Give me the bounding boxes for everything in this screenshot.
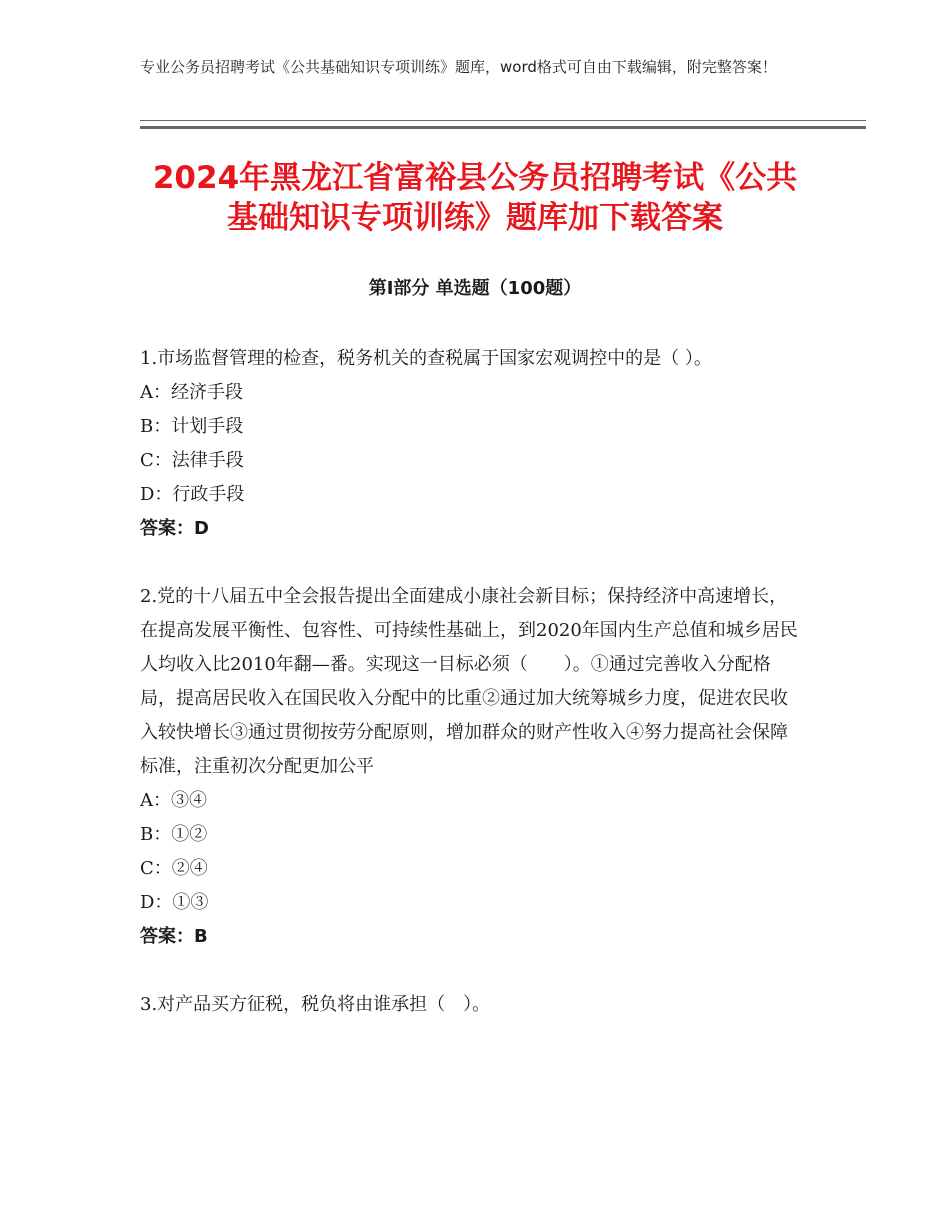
option-d: D：行政手段 <box>140 484 245 505</box>
option-a: A：③④ <box>140 790 207 811</box>
answer: 答案：D <box>140 518 209 539</box>
option-b: B：计划手段 <box>140 416 244 437</box>
question-list <box>140 342 802 1056</box>
question-3 <box>140 988 802 1022</box>
option-a: A：经济手段 <box>140 382 243 403</box>
option-b: B：①② <box>140 824 208 845</box>
question-stem: 3.对产品买方征税，税负将由谁承担（ ）。 <box>140 994 491 1015</box>
option-c: C：②④ <box>140 858 208 879</box>
page-title: 2024年黑龙江省富裕县公务员招聘考试《公共基础知识专项训练》题库加下载答案 <box>152 160 798 236</box>
question-stem: 2.党的十八届五中全会报告提出全面建成小康社会新目标；保持经济中高速增长，在提高发展平衡性、包容性、可持续性基础上，到2020年国内生产总值和城乡居民人均收入比2010年翻—番。实现这一目标必须（ ）。①通过完善收入分配格局，提高居民收入在国民收入分配中的比重②通过加大统筹城乡力度，促进农民收入较快增长③通过贯彻按劳分配原则，增加群众的财产性收入④努力提高社会保障标准，注重初次分配更加公平 <box>140 586 798 777</box>
header-note: 专业公务员招聘考试《公共基础知识专项训练》题库，word格式可自由下载编辑，附完整答案！ <box>140 58 777 76</box>
option-c: C：法律手段 <box>140 450 244 471</box>
question-1 <box>140 342 802 546</box>
question-stem: 1.市场监督管理的检查，税务机关的查税属于国家宏观调控中的是（ ）。 <box>140 348 712 369</box>
header-divider <box>140 120 866 129</box>
option-d: D：①③ <box>140 892 209 913</box>
section-heading: 第Ⅰ部分 单选题（100题） <box>368 278 582 299</box>
question-2 <box>140 580 802 954</box>
answer: 答案：B <box>140 926 208 947</box>
